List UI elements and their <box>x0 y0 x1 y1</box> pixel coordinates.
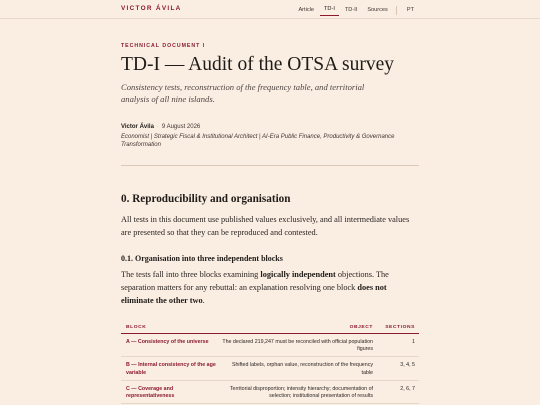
header-divider <box>121 165 419 166</box>
section-heading: 0. Reproducibility and organisation <box>121 193 291 205</box>
site-brand[interactable]: VICTOR ÁVILA <box>121 5 182 12</box>
document-kicker: TECHNICAL DOCUMENT I <box>121 43 206 49</box>
author-role: Economist | Strategic Fiscal & Institutional Architect | AI-Era Public Finance, Productivity & Governance Transformation <box>121 133 395 148</box>
nav-item-td-i[interactable]: TD-I <box>320 4 339 16</box>
paragraph-emphasis: does not eliminate the other two <box>121 283 387 305</box>
table-header <box>121 322 419 334</box>
row-object: The declared 219,247 must be reconciled with official population figures <box>222 339 373 353</box>
paragraph-text: objections. The separation matters for any rebuttal: an explanation resolving one block <box>121 270 389 292</box>
row-block-label[interactable]: B — Internal consistency of the age variable <box>126 362 216 376</box>
paragraph-text: . <box>202 296 205 305</box>
blocks-table <box>121 322 419 404</box>
nav-item-td-ii[interactable]: TD-II <box>344 6 358 13</box>
row-sections: 2, 6, 7 <box>400 385 415 392</box>
row-block-label[interactable]: A — Consistency of the universe <box>126 339 209 345</box>
paragraph-emphasis: logically independent <box>260 270 336 279</box>
row-object: Territorial disproportion; intensity hierarchy; documentation of selection; institutional presentation of results <box>229 385 373 400</box>
table-row <box>121 381 419 404</box>
section-paragraph: All tests in this document use published values exclusively, and all intermediate values are presented so that they can be reproduced and contested. <box>121 215 410 237</box>
publish-date: 9 August 2026 <box>161 124 201 130</box>
column-header-block: BLOCK <box>126 325 147 330</box>
byline-separator: · <box>156 124 159 130</box>
subsection-heading: 0.1. Organisation into three independent blocks <box>121 254 283 263</box>
byline <box>121 124 419 149</box>
nav-divider <box>396 6 397 15</box>
author-name: Victor Ávila <box>121 124 154 130</box>
row-sections: 1 <box>412 339 415 345</box>
column-header-sections: SECTIONS <box>385 325 415 330</box>
page-subtitle: Consistency tests, reconstruction of the frequency table, and territorial analysis of all nine islands. <box>121 82 365 104</box>
paragraph-text: The tests fall into three blocks examining <box>121 270 261 279</box>
nav-item-article[interactable]: Article <box>298 6 314 13</box>
table-row <box>121 334 419 357</box>
subsection-paragraph <box>121 268 419 307</box>
row-object: Shifted labels, orphan value, reconstruction of the frequency table <box>231 362 373 376</box>
page-title: TD-I — Audit of the OTSA survey <box>121 54 394 75</box>
language-toggle[interactable]: PT <box>406 6 414 13</box>
top-navigation-bar <box>0 0 540 19</box>
column-header-object: OBJECT <box>349 325 373 330</box>
table-row <box>121 357 419 380</box>
row-block-label[interactable]: C — Coverage and representativeness <box>126 385 175 400</box>
main-nav <box>292 4 418 16</box>
row-sections: 3, 4, 5 <box>400 362 415 369</box>
nav-item-sources[interactable]: Sources <box>367 6 388 13</box>
